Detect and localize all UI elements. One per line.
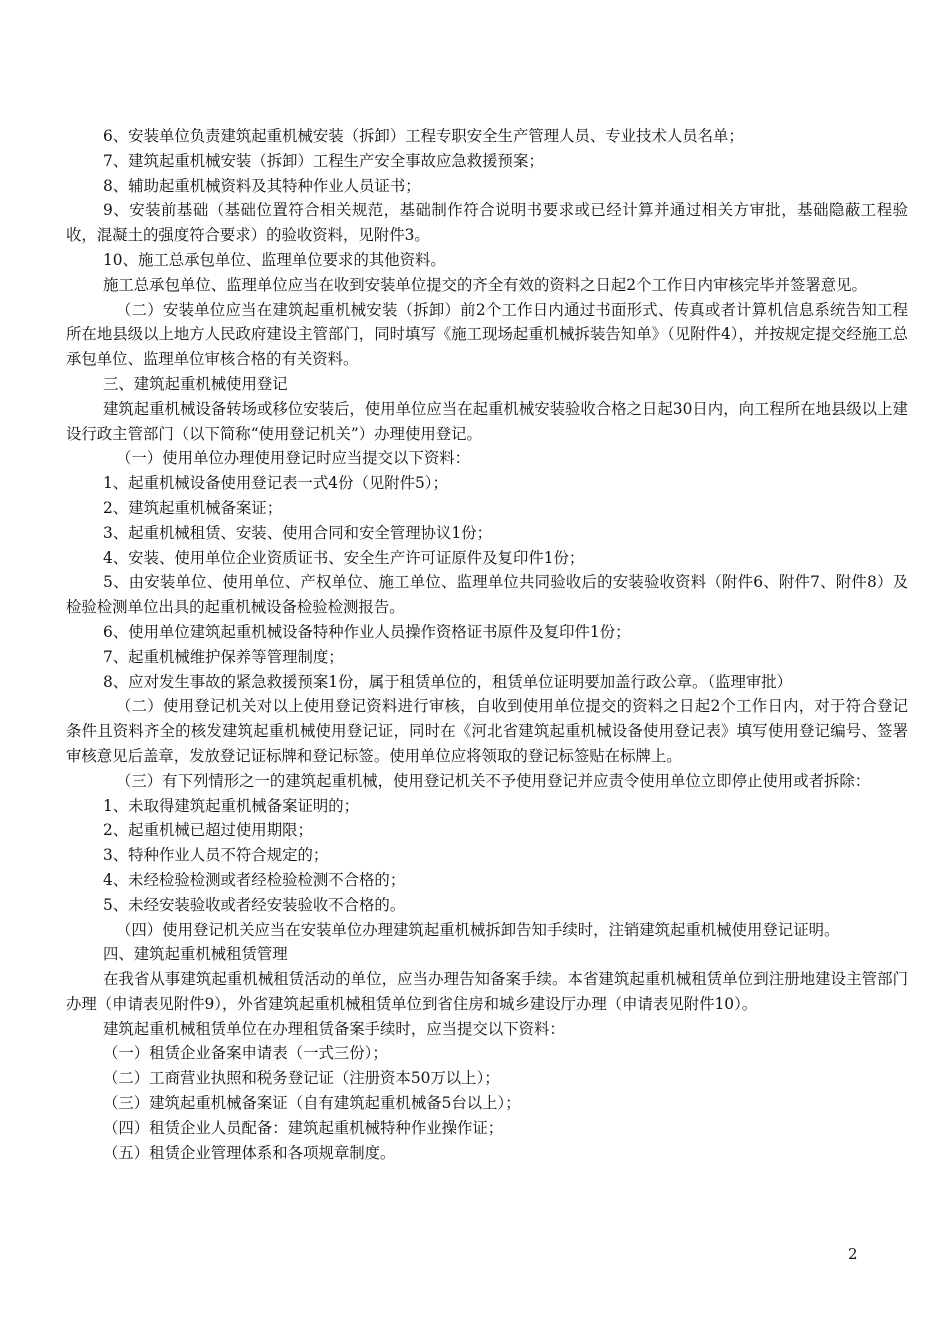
paragraph: （四）租赁企业人员配备：建筑起重机械特种作业操作证； bbox=[103, 1118, 504, 1137]
paragraph: 5、由安装单位、使用单位、产权单位、施工单位、监理单位共同验收后的安装验收资料（附件6、附件7、附件8）及检验检测单位出具的起重机械设备检验检测报告。 bbox=[66, 573, 908, 617]
paragraph: （二）使用登记机关对以上使用登记资料进行审核，自收到使用单位提交的资料之日起2个工作日内，对于符合登记条件且资料齐全的核发建筑起重机械使用登记证，同时在《河北省建筑起重机械设备使用登记表》填写使用登记编号、签署审核意见后盖章，发放登记证标牌和登记标签。使用单位应将领取的登记标签贴在标牌上。 bbox=[66, 697, 908, 765]
paragraph: 7、起重机械维护保养等管理制度； bbox=[103, 647, 344, 666]
paragraph: 2、起重机械已超过使用期限； bbox=[103, 821, 313, 840]
paragraph: 1、起重机械设备使用登记表一式4份（见附件5）； bbox=[103, 474, 448, 493]
paragraph: 3、起重机械租赁、安装、使用合同和安全管理协议1份； bbox=[103, 523, 492, 542]
paragraph: 7、建筑起重机械安装（拆卸）工程生产安全事故应急救援预案； bbox=[103, 151, 544, 170]
paragraph: 在我省从事建筑起重机械租赁活动的单位，应当办理告知备案手续。本省建筑起重机械租赁单位到注册地建设主管部门办理（申请表见附件9），外省建筑起重机械租赁单位到省住房和城乡建设厅办理（申请表见附件10）。 bbox=[66, 970, 908, 1013]
paragraph: 8、应对发生事故的紧急救援预案1份，属于租赁单位的，租赁单位证明要加盖行政公章。（监理审批） bbox=[103, 672, 793, 691]
paragraph: 5、未经安装验收或者经安装验收不合格的。 bbox=[103, 895, 406, 914]
paragraph: 6、安装单位负责建筑起重机械安装（拆卸）工程专职安全生产管理人员、专业技术人员名单； bbox=[103, 127, 744, 145]
paragraph: 2、建筑起重机械备案证； bbox=[103, 498, 283, 517]
paragraph: 4、未经检验检测或者经检验检测不合格的； bbox=[103, 870, 406, 889]
paragraph: （三）有下列情形之一的建筑起重机械，使用登记机关不予使用登记并应责令使用单位立即停止使用或者拆除： bbox=[116, 771, 871, 790]
paragraph: 6、使用单位建筑起重机械设备特种作业人员操作资格证书原件及复印件1份； bbox=[103, 622, 631, 641]
paragraph: （二）工商营业执照和税务登记证（注册资本50万以上）； bbox=[103, 1069, 500, 1088]
paragraph: （四）使用登记机关应当在安装单位办理建筑起重机械拆卸告知手续时，注销建筑起重机械使用登记证明。 bbox=[116, 920, 840, 939]
paragraph: 8、辅助起重机械资料及其特种作业人员证书； bbox=[103, 176, 421, 195]
paragraph: （一）使用单位办理使用登记时应当提交以下资料： bbox=[116, 449, 470, 468]
paragraph: 建筑起重机械设备转场或移位安装后，使用单位应当在起重机械安装验收合格之日起30日内，向工程所在地县级以上建设行政主管部门（以下简称“使用登记机关”）办理使用登记。 bbox=[66, 399, 908, 443]
paragraph: （三）建筑起重机械备案证（自有建筑起重机械备5台以上）； bbox=[103, 1094, 521, 1113]
paragraph: 三、建筑起重机械使用登记 bbox=[103, 374, 288, 393]
paragraph: 1、未取得建筑起重机械备案证明的； bbox=[103, 796, 360, 815]
paragraph: （二）安装单位应当在建筑起重机械安装（拆卸）前2个工作日内通过书面形式、传真或者计算机信息系统告知工程所在地县级以上地方人民政府建设主管部门，同时填写《施工现场起重机械拆装告知单》（见附件4），并按规定提交经施工总承包单位、监理单位审核合格的有关资料。 bbox=[66, 300, 908, 369]
paragraph: （一）租赁企业备案申请表（一式三份）； bbox=[103, 1044, 388, 1063]
paragraph: 9、安装前基础（基础位置符合相关规范，基础制作符合说明书要求或已经计算并通过相关方审批，基础隐蔽工程验收，混凝土的强度符合要求）的验收资料，见附件3。 bbox=[66, 201, 908, 245]
document-body bbox=[66, 124, 908, 1165]
paragraph: 四、建筑起重机械租赁管理 bbox=[103, 945, 288, 964]
paragraph: 施工总承包单位、监理单位应当在收到安装单位提交的齐全有效的资料之日起2个工作日内审核完毕并签署意见。 bbox=[103, 275, 867, 294]
paragraph: 3、特种作业人员不符合规定的； bbox=[103, 846, 329, 865]
paragraph: 10、施工总承包单位、监理单位要求的其他资料。 bbox=[103, 250, 446, 269]
paragraph: 4、安装、使用单位企业资质证书、安全生产许可证原件及复印件1份； bbox=[103, 548, 585, 567]
paragraph: 建筑起重机械租赁单位在办理租赁备案手续时，应当提交以下资料： bbox=[103, 1019, 565, 1038]
page-number: 2 bbox=[848, 1245, 858, 1263]
paragraph: （五）租赁企业管理体系和各项规章制度。 bbox=[103, 1143, 396, 1162]
